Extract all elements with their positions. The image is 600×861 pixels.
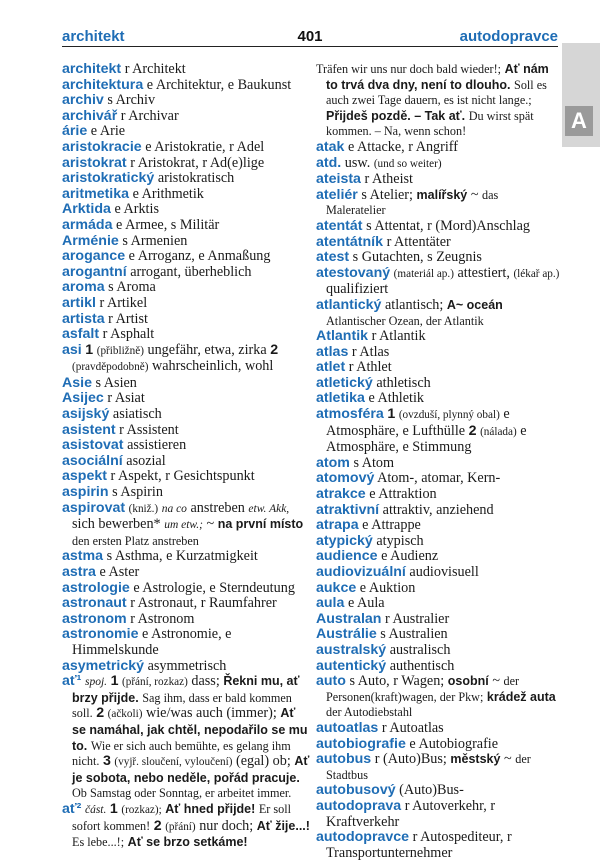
definition-text: s Australien bbox=[376, 626, 448, 643]
definition-text: aristokratisch bbox=[154, 170, 235, 187]
headword: asfalt bbox=[62, 326, 100, 343]
dictionary-entry bbox=[316, 799, 560, 830]
headword: audiovizuální bbox=[316, 564, 406, 580]
sense-number: 1 bbox=[109, 800, 118, 817]
page-number: 401 bbox=[297, 28, 323, 45]
headword: atom bbox=[316, 454, 350, 471]
dictionary-entry bbox=[62, 265, 310, 281]
headword: archivář bbox=[62, 107, 118, 124]
headword: Asijec bbox=[62, 390, 104, 407]
definition-text: attestiert, bbox=[453, 264, 514, 281]
definition-text: r Asphalt bbox=[99, 326, 155, 343]
definition-text: s Atom bbox=[349, 454, 395, 471]
headword: asijský bbox=[62, 406, 110, 423]
headword: atak bbox=[316, 138, 345, 155]
dictionary-entry bbox=[316, 329, 560, 345]
definition-text: authentisch bbox=[386, 657, 455, 674]
definition-text: s Aroma bbox=[104, 279, 156, 296]
dictionary-entry bbox=[316, 172, 560, 188]
headword: ať² bbox=[62, 800, 82, 817]
definition-text: sich bewerben* bbox=[72, 516, 165, 533]
headword: arogance bbox=[62, 248, 126, 265]
gloss-note: (ovzduší, plynný obal) bbox=[398, 409, 500, 422]
headword: autobiografie bbox=[316, 735, 406, 752]
dictionary-entry bbox=[62, 171, 310, 187]
dictionary-entry bbox=[62, 438, 310, 454]
headword: astronom bbox=[62, 610, 127, 627]
dictionary-entry bbox=[316, 219, 560, 235]
dictionary-entry bbox=[316, 737, 560, 753]
definition-text: r Astronaut, r Raumfahrer bbox=[126, 595, 277, 612]
definition-text: audiovisuell bbox=[405, 564, 479, 580]
headword: atestovaný bbox=[316, 264, 391, 281]
headword: ateliér bbox=[316, 186, 358, 203]
dictionary-entry bbox=[316, 581, 560, 597]
definition-text: e Architektur, e Baukunst bbox=[143, 76, 292, 93]
dictionary-entry bbox=[62, 674, 310, 802]
definition-text: assistieren bbox=[123, 437, 187, 454]
dictionary-entry bbox=[316, 156, 560, 173]
definition-text: e Attacke, r Angriff bbox=[344, 138, 459, 155]
gloss-note: (přibližně) bbox=[96, 344, 144, 357]
example-phrase: Ať hned přijde! bbox=[165, 801, 256, 816]
example-phrase: Ať je sobota, nebo neděle, pořád pracuje. bbox=[72, 754, 310, 785]
example-phrase: na první místo bbox=[217, 517, 304, 532]
dictionary-entry bbox=[316, 518, 560, 534]
example-phrase: Přijdeš pozdě. – Tak ať. bbox=[326, 108, 466, 123]
dictionary-entry bbox=[62, 156, 310, 172]
headword: aukce bbox=[316, 579, 357, 596]
dictionary-entry bbox=[316, 549, 560, 565]
dictionary-column-left bbox=[62, 62, 310, 851]
example-phrase: krádež auta bbox=[486, 689, 556, 704]
gloss-note: (přání, rozkaz) bbox=[122, 676, 188, 689]
definition-text: r Aspekt, r Gesichtspunkt bbox=[106, 468, 255, 485]
headword: astra bbox=[62, 564, 96, 580]
definition-text: r Archivar bbox=[117, 107, 179, 124]
headword: arogantní bbox=[62, 263, 127, 280]
dictionary-entry bbox=[62, 565, 310, 581]
definition-text: e Autobiografie bbox=[405, 735, 499, 752]
translation-small: Soll es auch zwei Tage dauern, es ist nicht lange.; bbox=[326, 77, 547, 108]
translation-small: Es lebe...!; bbox=[72, 835, 125, 850]
dictionary-entry bbox=[62, 469, 310, 485]
definition-text: (Auto)Bus- bbox=[395, 782, 464, 799]
headword: audience bbox=[316, 548, 378, 565]
definition-text: anstreben bbox=[186, 499, 249, 516]
headword: autoatlas bbox=[316, 719, 379, 736]
dictionary-entry bbox=[62, 312, 310, 328]
definition-text: attraktiv, anziehend bbox=[379, 501, 494, 518]
definition-text: e Astrologie, e Sterndeutung bbox=[129, 579, 295, 596]
grammar-label: um etw.; bbox=[164, 519, 203, 532]
headword: atlantický bbox=[316, 296, 382, 313]
dictionary-entry bbox=[316, 534, 560, 550]
headword: archiv bbox=[62, 92, 104, 109]
dictionary-entry bbox=[62, 327, 310, 343]
sense-number: 2 bbox=[468, 422, 477, 439]
sense-number: 1 bbox=[387, 406, 396, 423]
definition-text: r Artikel bbox=[95, 294, 148, 311]
headword: atlas bbox=[316, 343, 349, 360]
definition-text: s Attentat, r (Mord)Anschlag bbox=[362, 217, 530, 234]
gloss-note: (lékař ap.) bbox=[513, 267, 560, 280]
dictionary-entry bbox=[316, 235, 560, 251]
definition-text: e Atmosphäre, e Lufthülle bbox=[326, 406, 510, 439]
headword: aristokratický bbox=[62, 170, 155, 187]
dictionary-entry bbox=[316, 487, 560, 503]
grammar-label: etw. Akk, bbox=[248, 502, 290, 515]
definition-text: r (Auto)Bus; bbox=[371, 751, 451, 768]
headword: atentátník bbox=[316, 233, 384, 250]
definition-text: e Arktis bbox=[110, 201, 159, 218]
example-phrase: osobní bbox=[447, 674, 489, 689]
definition-text: r Autoverkehr, r Kraftverkehr bbox=[326, 797, 496, 830]
headword: Austrálie bbox=[316, 626, 377, 643]
gloss-note: (ačkoli) bbox=[107, 708, 143, 721]
headword: atletický bbox=[316, 374, 373, 391]
definition-text: e Arroganz, e Anmaßung bbox=[125, 248, 271, 265]
definition-text: r Autospediteur, r Transportunternehmer bbox=[326, 829, 512, 861]
definition-text: r Autoatlas bbox=[378, 719, 444, 736]
example-phrase: Řekni mu, ať brzy přijde. bbox=[72, 674, 300, 705]
dictionary-entry bbox=[316, 674, 560, 721]
translation-small: den ersten Platz anstreben bbox=[72, 533, 199, 548]
dictionary-entry bbox=[62, 202, 310, 218]
definition-text: r Assistent bbox=[115, 421, 179, 438]
translation-small: Wie er sich auch bemühte, es gelang ihm nicht. bbox=[72, 738, 291, 769]
dictionary-entry bbox=[62, 218, 310, 234]
gloss-note: (pravděpodobně) bbox=[72, 361, 149, 374]
dictionary-entry bbox=[316, 721, 560, 737]
dictionary-entry bbox=[62, 62, 310, 78]
dictionary-entry bbox=[62, 627, 310, 658]
dictionary-entry bbox=[316, 503, 560, 519]
dictionary-entry bbox=[62, 391, 310, 407]
definition-text: s Gutachten, s Zeugnis bbox=[349, 249, 482, 266]
definition-text: s Armenien bbox=[118, 232, 188, 249]
definition-text: s Atelier; bbox=[357, 186, 417, 203]
definition-text: r Atlantik bbox=[368, 328, 426, 345]
definition-text: e Arithmetik bbox=[129, 185, 204, 202]
headword: atentát bbox=[316, 217, 363, 234]
definition-text: ungefähr, etwa, zirka bbox=[143, 341, 271, 358]
dictionary-entry bbox=[62, 454, 310, 470]
dictionary-entry bbox=[62, 407, 310, 423]
headword: armáda bbox=[62, 216, 113, 233]
translation-small: Atlantischer Ozean, der Atlantik bbox=[326, 313, 484, 328]
headword: asistovat bbox=[62, 437, 124, 454]
dictionary-entry bbox=[316, 456, 560, 472]
headword: atd. bbox=[316, 154, 342, 171]
headword: atrapa bbox=[316, 517, 359, 534]
dictionary-entry bbox=[62, 501, 310, 550]
dictionary-entry bbox=[62, 596, 310, 612]
definition-text: r Attentäter bbox=[383, 233, 451, 250]
headword: aroma bbox=[62, 279, 105, 296]
dictionary-entry bbox=[62, 549, 310, 565]
headword: architektura bbox=[62, 76, 144, 93]
headword: Arménie bbox=[62, 232, 119, 249]
definition-text: e Attrappe bbox=[358, 517, 421, 534]
headword: autodopravce bbox=[316, 829, 410, 846]
dictionary-entry bbox=[62, 249, 310, 265]
headword: asociální bbox=[62, 452, 123, 469]
definition-text: e Armee, s Militär bbox=[112, 216, 220, 233]
translation-small: Träfen wir uns nur doch bald wieder!; bbox=[316, 62, 502, 76]
thumb-index-letter: A bbox=[565, 106, 593, 136]
definition-text: athletisch bbox=[372, 374, 431, 391]
headword: Arktida bbox=[62, 201, 111, 218]
example-phrase: A~ oceán bbox=[446, 297, 503, 312]
dictionary-entry bbox=[62, 612, 310, 628]
headword: atrakce bbox=[316, 486, 366, 503]
definition-text: qualifiziert bbox=[326, 281, 389, 298]
definition-text: e Auktion bbox=[356, 579, 416, 596]
gloss-note: (und so weiter) bbox=[373, 157, 442, 170]
dictionary-entry bbox=[316, 612, 560, 628]
headword: atomový bbox=[316, 470, 375, 487]
definition-text: s Aspirin bbox=[108, 484, 163, 501]
grammar-label: část. bbox=[84, 803, 107, 816]
translation-small: Sag ihm, dass er bald kommen soll. bbox=[72, 690, 292, 721]
definition-text: ~ bbox=[202, 516, 218, 533]
definition-text: wahrscheinlich, wohl bbox=[148, 358, 274, 375]
definition-text: s Auto, r Wagen; bbox=[345, 673, 448, 690]
headword: autodoprava bbox=[316, 797, 402, 814]
definition-text: asymmetrisch bbox=[144, 657, 227, 674]
gloss-note: (vyjř. sloučení, vyloučení) bbox=[114, 756, 233, 769]
definition-text: e Attraktion bbox=[365, 486, 437, 503]
headword: atletika bbox=[316, 390, 365, 407]
dictionary-entry bbox=[316, 140, 560, 156]
definition-text: Atom-, atomar, Kern- bbox=[374, 470, 501, 487]
dictionary-entry bbox=[62, 659, 310, 675]
example-phrase: Ať nám to trvá dva dny, není to dlouho. bbox=[326, 62, 549, 92]
headword: astrologie bbox=[62, 579, 130, 596]
dictionary-entry bbox=[62, 109, 310, 125]
dictionary-entry bbox=[316, 627, 560, 643]
headword: autobusový bbox=[316, 782, 396, 799]
sense-number: 2 bbox=[96, 705, 105, 722]
definition-text: atlantisch; bbox=[381, 296, 447, 313]
definition-text: arrogant, überheblich bbox=[126, 263, 252, 280]
dictionary-entry bbox=[316, 62, 560, 140]
definition-text: ~ bbox=[500, 751, 516, 768]
headword: Australan bbox=[316, 610, 382, 627]
headword: ať¹ bbox=[62, 673, 82, 690]
dictionary-entry bbox=[62, 93, 310, 109]
headword: atlet bbox=[316, 359, 346, 376]
dictionary-entry bbox=[62, 581, 310, 597]
sense-number: 2 bbox=[270, 341, 279, 358]
definition-text: r Atheist bbox=[360, 171, 413, 188]
definition-text: e Aster bbox=[95, 564, 140, 580]
dictionary-entry bbox=[62, 140, 310, 156]
sense-number: 2 bbox=[153, 817, 162, 834]
dictionary-entry bbox=[62, 187, 310, 203]
sense-number: 1 bbox=[110, 673, 119, 690]
dictionary-entry bbox=[316, 596, 560, 612]
headword: atmosféra bbox=[316, 406, 384, 423]
dictionary-entry bbox=[316, 783, 560, 799]
headword: autentický bbox=[316, 657, 387, 674]
headword: Asie bbox=[62, 374, 92, 391]
headword: aristokracie bbox=[62, 138, 142, 155]
dictionary-entry bbox=[316, 250, 560, 266]
headword: aritmetika bbox=[62, 185, 130, 202]
headword: atraktivní bbox=[316, 501, 380, 518]
translation-small: Ob Samstag oder Sonntag, er arbeitet immer. bbox=[72, 786, 292, 801]
dictionary-entry bbox=[62, 296, 310, 312]
definition-text: s Asthma, e Kurzatmigkeit bbox=[103, 548, 258, 565]
dictionary-column-right bbox=[316, 62, 560, 861]
example-phrase: Ať se namáhal, jak chtěl, nepodařilo se mu to. bbox=[72, 706, 308, 753]
example-phrase: městský bbox=[450, 752, 501, 767]
definition-text: atypisch bbox=[372, 532, 424, 549]
definition-text: e Astronomie, e Himmelskunde bbox=[72, 626, 232, 658]
example-phrase: Ať žije...! bbox=[256, 818, 310, 833]
headword: aspirin bbox=[62, 484, 109, 501]
definition-text: usw. bbox=[341, 154, 374, 171]
headword: astma bbox=[62, 548, 104, 565]
dictionary-entry bbox=[62, 234, 310, 250]
dictionary-entry bbox=[316, 188, 560, 219]
headword: astronaut bbox=[62, 595, 127, 612]
definition-text: s Archiv bbox=[103, 92, 156, 109]
headword: aspirovat bbox=[62, 499, 126, 516]
dictionary-entry bbox=[316, 266, 560, 298]
headword: artikl bbox=[62, 294, 96, 311]
sense-number: 1 bbox=[85, 341, 94, 358]
dictionary-entry bbox=[62, 280, 310, 296]
definition-text: e Aula bbox=[344, 595, 385, 612]
definition-text: e Audienz bbox=[377, 548, 439, 565]
definition-text: r Aristokrat, r Ad(e)lige bbox=[126, 154, 265, 171]
gloss-note: (materiál ap.) bbox=[393, 267, 454, 280]
headword: australský bbox=[316, 641, 387, 658]
gloss-note: (rozkaz); bbox=[121, 803, 162, 816]
dictionary-entry bbox=[62, 423, 310, 439]
headword: asi bbox=[62, 341, 82, 358]
headword: Atlantik bbox=[316, 328, 369, 345]
grammar-label: spoj. bbox=[84, 676, 108, 689]
dictionary-entry bbox=[316, 830, 560, 861]
definition-text: r Atlas bbox=[348, 343, 390, 360]
dictionary-entry bbox=[62, 78, 310, 94]
headword: atypický bbox=[316, 532, 373, 549]
dictionary-entry bbox=[316, 376, 560, 392]
dictionary-entry bbox=[316, 360, 560, 376]
translation-small: der Personen(kraft)wagen, der Pkw; bbox=[326, 674, 520, 704]
dictionary-entry bbox=[62, 485, 310, 501]
headword: auto bbox=[316, 673, 346, 690]
dictionary-entry bbox=[316, 391, 560, 407]
translation-small: der Stadtbus bbox=[326, 752, 531, 782]
running-header bbox=[62, 28, 558, 48]
definition-text: australisch bbox=[386, 641, 451, 658]
example-phrase: Ať se brzo setkáme! bbox=[127, 835, 248, 850]
headword: atest bbox=[316, 249, 350, 266]
headword: ateista bbox=[316, 171, 361, 188]
headword: asymetrický bbox=[62, 657, 145, 674]
definition-text: e Athletik bbox=[364, 390, 425, 407]
dictionary-entry bbox=[316, 643, 560, 659]
dictionary-entry bbox=[62, 376, 310, 392]
gloss-note: (přání) bbox=[165, 820, 196, 833]
headword: aula bbox=[316, 595, 345, 612]
sense-number: 3 bbox=[102, 753, 111, 770]
definition-text: e Aristokratie, r Adel bbox=[141, 138, 265, 155]
definition-text: r Artist bbox=[104, 310, 148, 327]
dictionary-entry bbox=[316, 752, 560, 783]
dictionary-entry bbox=[316, 471, 560, 487]
headword: asistent bbox=[62, 421, 116, 438]
headword: astronomie bbox=[62, 626, 139, 643]
definition-text: ~ bbox=[488, 673, 504, 690]
headword: aspekt bbox=[62, 468, 107, 485]
definition-text: dass; bbox=[187, 673, 224, 690]
dictionary-entry bbox=[316, 659, 560, 675]
header-last-headword: autodopravce bbox=[459, 28, 558, 45]
dictionary-entry bbox=[62, 802, 310, 851]
translation-small: Er soll sofort kommen! bbox=[72, 801, 292, 833]
example-phrase: malířský bbox=[416, 187, 468, 202]
definition-text: r Architekt bbox=[121, 61, 186, 77]
translation-small: das Maleratelier bbox=[326, 187, 499, 218]
gloss-note: (kniž.) bbox=[128, 502, 159, 515]
headword: artista bbox=[62, 310, 105, 327]
dictionary-entry bbox=[316, 345, 560, 361]
grammar-label: na co bbox=[161, 502, 187, 515]
translation-small: Du wirst spät kommen. – Na, wenn schon! bbox=[326, 108, 534, 139]
definition-text: nur doch; bbox=[195, 817, 257, 834]
dictionary-entry bbox=[62, 124, 310, 140]
definition-text: r Asiat bbox=[103, 390, 145, 407]
header-first-headword: architekt bbox=[62, 28, 125, 45]
headword: árie bbox=[62, 123, 88, 140]
gloss-note: (nálada) bbox=[480, 425, 517, 438]
definition-text: r Astronom bbox=[126, 610, 195, 627]
translation-small: der Autodiebstahl bbox=[326, 705, 413, 720]
dictionary-entry bbox=[316, 407, 560, 456]
headword: autobus bbox=[316, 751, 372, 768]
definition-text: e Arie bbox=[87, 123, 126, 140]
definition-text: e Atmosphäre, e Stimmung bbox=[326, 422, 527, 456]
definition-text: asiatisch bbox=[109, 406, 162, 423]
definition-text: wie/was auch (immer); bbox=[142, 705, 281, 722]
dictionary-entry bbox=[62, 343, 310, 376]
dictionary-entry bbox=[316, 565, 560, 581]
headword: aristokrat bbox=[62, 154, 127, 171]
definition-text: asozial bbox=[122, 452, 166, 469]
definition-text: r Athlet bbox=[345, 359, 392, 376]
definition-text: r Australier bbox=[381, 610, 450, 627]
definition-text: ~ bbox=[467, 186, 483, 203]
definition-text: (egal) ob; bbox=[232, 753, 295, 770]
headword: architekt bbox=[62, 61, 122, 77]
definition-text: s Asien bbox=[91, 374, 137, 391]
header-rule bbox=[62, 46, 558, 47]
dictionary-entry bbox=[316, 298, 560, 329]
